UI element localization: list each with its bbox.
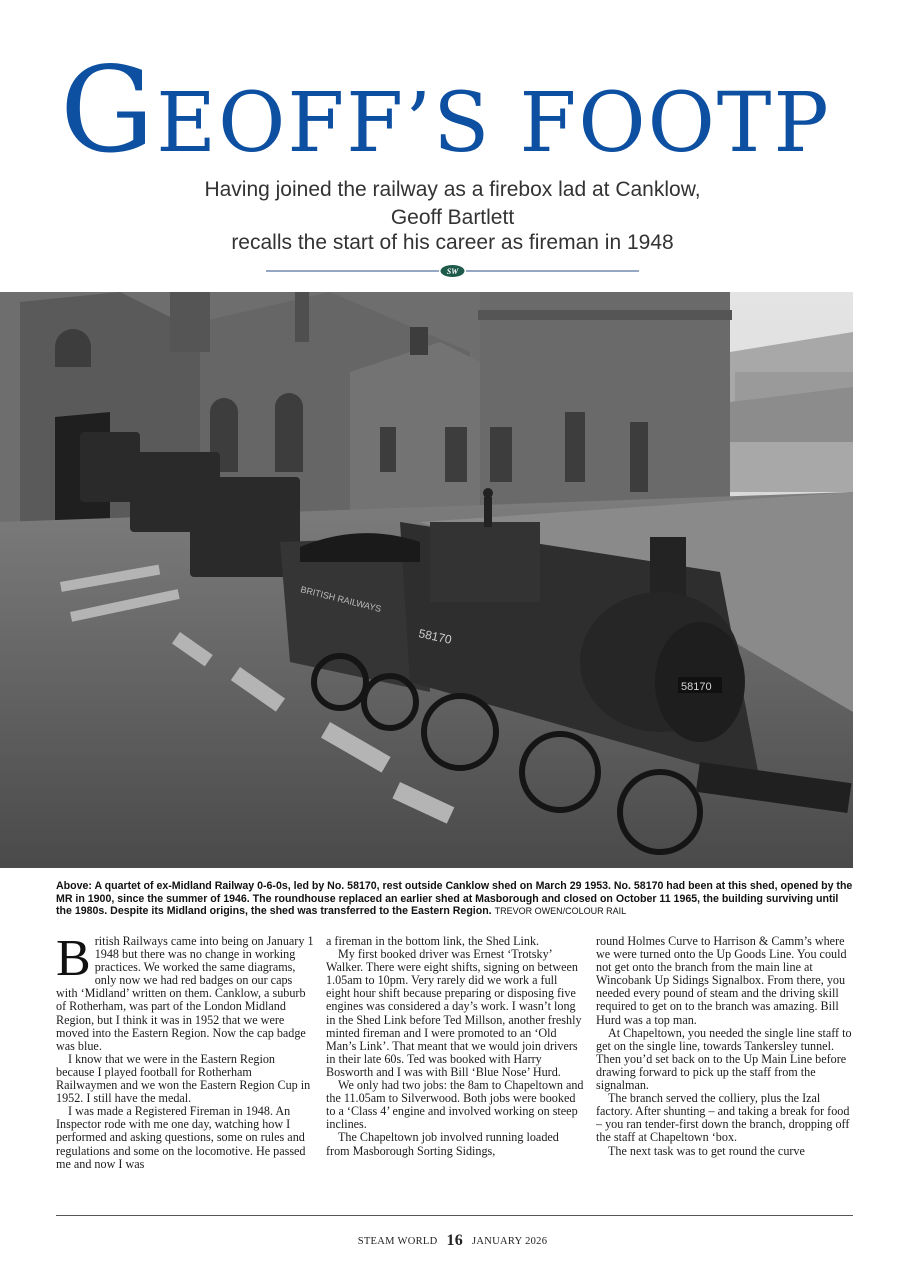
headline-initial: G bbox=[60, 41, 157, 179]
article-headline bbox=[60, 40, 905, 180]
title-divider bbox=[266, 264, 639, 278]
page-footer bbox=[0, 1232, 905, 1250]
standfirst-line3: recalls the start of his career as fireman in 1948 bbox=[231, 231, 674, 254]
paragraph: I know that we were in the Eastern Region because I played football for Rotherham Railwaymen and we won the Eastern Region Cup in 1952. I still have the medal. bbox=[56, 1051, 311, 1106]
article-body bbox=[56, 935, 853, 1207]
paragraph: My first booked driver was Ernest ‘Trotsky’ Walker. There were eight shifts, signing on between 1.05am to 10pm. Very rarely did we work a full eight hour shift because preparing or disposing five engines was considered a day’s work. I wasn’t long in the Shed Link before Ted Millson, another freshly minted fireman and I were promoted to an ‘Old Man’s Link’. That meant that we would join drivers in their late 60s. Ted was booked with Harry Bosworth and I was with Bill ‘Blue Nose’ Hurd. bbox=[326, 947, 582, 1079]
paragraph: ritish Railways came into being on January 1 1948 but there was no change in working practices. We worked the same diagrams, only now we had red badges on our caps with ‘Midland’ written on them. Canklow, a suburb of Rotherham, was part of the London Midland Region, but I think it was in 1952 that we were moved into the Eastern Region. Now the cap badge was blue. bbox=[56, 935, 314, 1053]
locomotive-photo bbox=[0, 292, 853, 868]
paragraph: At Chapeltown, you needed the single line staff to get on the single line, towards Tankersley tunnel. Then you’d set back on to the Up Main Line before drawing forward to pick up the staff from the signalman. bbox=[596, 1025, 852, 1093]
paragraph: The branch served the colliery, plus the Izal factory. After shunting – and taking a break for food – you ran tender-first down the branch, dropping off the staff at Chapeltown ‘box. bbox=[596, 1091, 850, 1145]
badge-text: SW bbox=[446, 267, 459, 276]
paragraph: The next task was to get round the curve bbox=[608, 1143, 805, 1158]
smokebox-number-plate: 58170 bbox=[681, 681, 712, 693]
cab-number: 58170 bbox=[417, 626, 453, 647]
body-column-1 bbox=[56, 935, 314, 1207]
headline-rest: EOFF’S FOOTP bbox=[156, 76, 831, 171]
tender-lettering: BRITISH RAILWAYS bbox=[299, 584, 383, 614]
photo-caption bbox=[56, 880, 853, 918]
standfirst-line1: Having joined the railway as a firebox lad at Canklow, bbox=[204, 178, 701, 201]
issue-date: JANUARY 2026 bbox=[472, 1236, 548, 1247]
magazine-name: STEAM WORLD bbox=[357, 1236, 438, 1247]
photo-illustration bbox=[0, 292, 853, 868]
photo-credit: TREVOR OWEN/COLOUR RAIL bbox=[494, 906, 627, 917]
body-column-3 bbox=[596, 935, 854, 1207]
paragraph: The Chapeltown job involved running loaded from Masborough Sorting Sidings, bbox=[326, 1130, 559, 1158]
paragraph: We only had two jobs: the 8am to Chapeltown and the 11.05am to Silverwood. Both jobs were booked to a ‘Class 4’ engine and involved working on steep inclines. bbox=[326, 1078, 584, 1132]
footer-rule bbox=[56, 1215, 853, 1216]
paragraph: a fireman in the bottom link, the Shed Link. bbox=[326, 935, 540, 948]
standfirst-author: Geoff Bartlett bbox=[390, 206, 515, 229]
paragraph: round Holmes Curve to Harrison & Camm’s where we were turned onto the Up Goods Line. You could not get onto the branch from the main line at Wincobank Up Sidings Signalbox. From there, you needed every pound of steam and the driving skill required to get on to the branch was amazing. Bill Hurd was a top man. bbox=[596, 935, 847, 1027]
body-column-2 bbox=[326, 935, 584, 1207]
caption-text: Above: A quartet of ex-Midland Railway 0-6-0s, led by No. 58170, rest outside Canklow shed on March 29 1953. No. 58170 had been at this shed, opened by the MR in 1900, since the summer of 1946. The roundhouse replaced an earlier shed at Masborough and closed on October 11 1965, the building surviving until the 1980s. Despite its Midland origins, the shed was transferred to the Eastern Region. bbox=[56, 880, 853, 918]
page-number: 16 bbox=[446, 1232, 464, 1249]
drop-cap: B bbox=[56, 935, 91, 987]
paragraph: I was made a Registered Fireman in 1948. An Inspector rode with me one day, watching how I performed and asking questions, some on rules and regulations and some on the locomotive. He passed me and now I was bbox=[56, 1104, 306, 1171]
